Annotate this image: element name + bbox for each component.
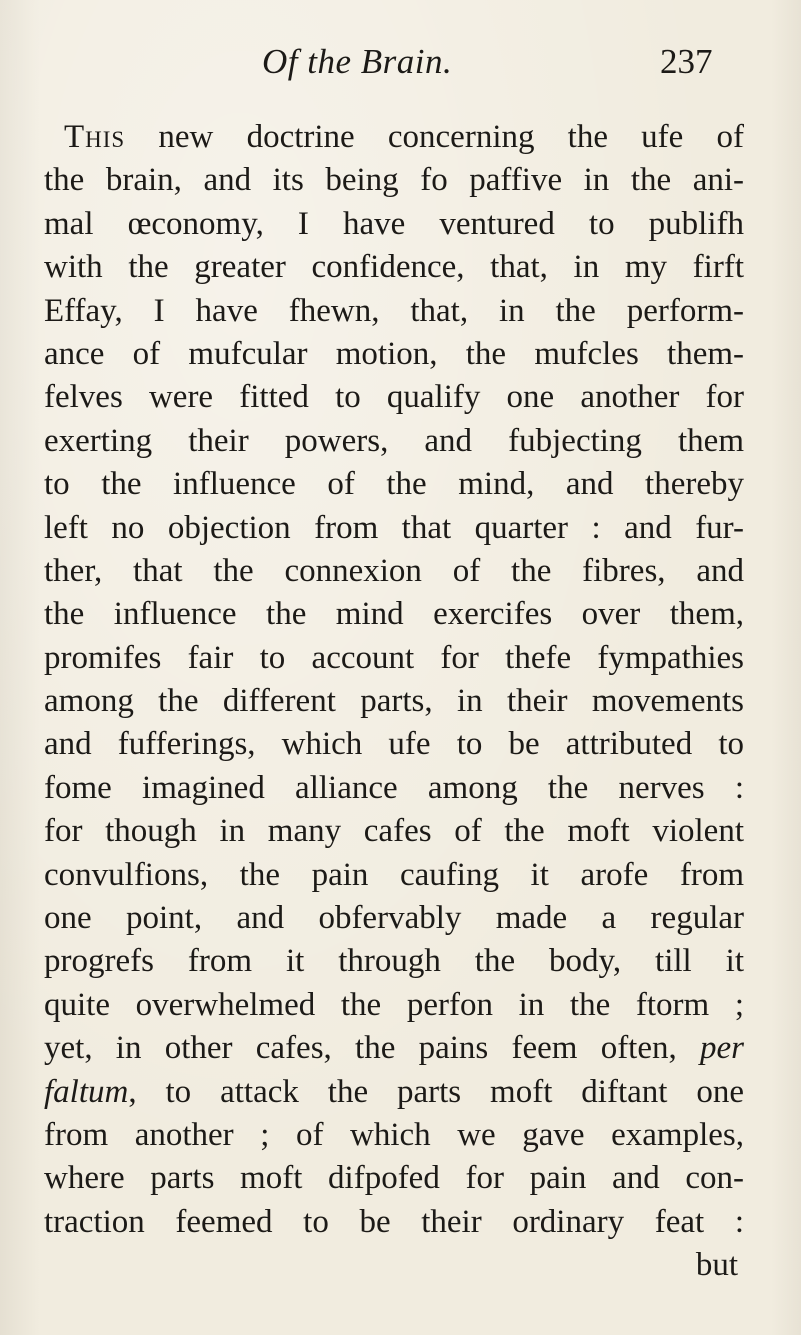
text-line: where parts moft difpofed for pain and con- — [44, 1160, 744, 1197]
text-line: the influence the mind exercifes over them, — [44, 596, 744, 633]
text-line: quite overwhelmed the perfon in the ftorm ; — [44, 986, 744, 1023]
text-line: among the different parts, in their movements — [44, 683, 744, 720]
text-line: progrefs from it through the body, till it — [44, 943, 744, 980]
running-title: Of the Brain. — [262, 42, 453, 81]
italic-word: per — [700, 1030, 744, 1067]
text-line: convulfions, the pain caufing it arofe from — [44, 856, 744, 893]
text-line: fome imagined alliance among the nerves : — [44, 769, 744, 806]
text-line: promifes fair to account for thefe fympathies — [44, 639, 744, 676]
text-line: left no objection from that quarter : and fur- — [44, 509, 744, 546]
text-line: to the influence of the mind, and thereby — [44, 466, 744, 503]
running-head — [0, 42, 801, 92]
catchword: but — [695, 1247, 738, 1284]
italic-word: faltum — [44, 1073, 129, 1110]
text-line: ther, that the connexion of the fibres, and — [44, 552, 744, 589]
text-line: exerting their powers, and fubjecting them — [44, 422, 744, 459]
text-line: faltum, to attack the parts moft diftant one — [44, 1073, 744, 1110]
text-line: from another ; of which we gave examples, — [44, 1116, 744, 1153]
text-line: ance of mufcular motion, the mufcles them- — [44, 335, 744, 372]
text-line: and fufferings, which ufe to be attributed to — [44, 726, 744, 763]
body-text — [44, 116, 744, 1288]
text-line: one point, and obfervably made a regular — [44, 900, 744, 937]
text-line: Effay, I have fhewn, that, in the perform- — [44, 292, 744, 329]
text-line: This new doctrine concerning the ufe of — [64, 119, 744, 155]
text-line: felves were fitted to qualify one another for — [44, 379, 744, 416]
page-number: 237 — [660, 42, 713, 81]
text-line: mal œconomy, I have ventured to publifh — [44, 205, 744, 242]
text-line: with the greater confidence, that, in my firft — [44, 249, 744, 286]
text-line: traction feemed to be their ordinary feat : — [44, 1203, 744, 1240]
opening-word: This — [64, 119, 126, 155]
text-line: yet, in other cafes, the pains feem often, per — [44, 1030, 744, 1067]
text-line: the brain, and its being fo paffive in the ani- — [44, 162, 744, 199]
text-line: for though in many cafes of the moft violent — [44, 813, 744, 850]
